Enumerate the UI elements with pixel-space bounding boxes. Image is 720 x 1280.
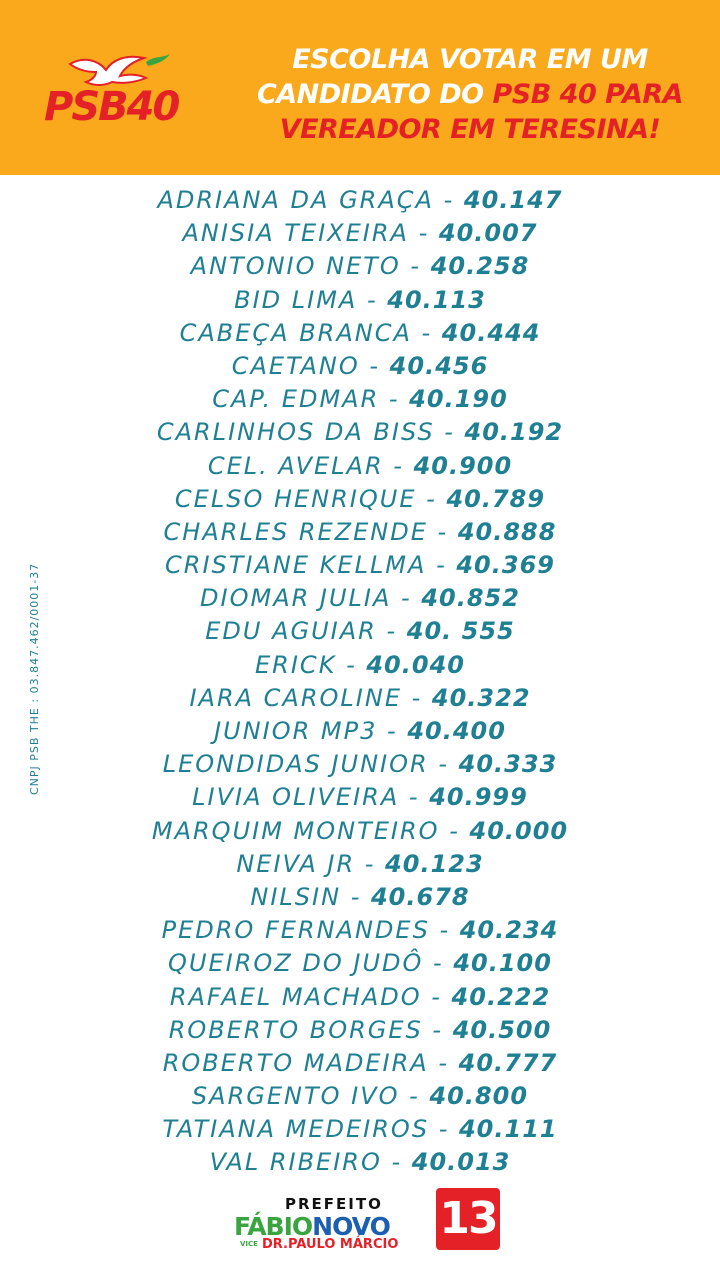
candidate-name: NEIVA JR [236, 849, 356, 878]
candidate-name: RAFAEL MACHADO [169, 982, 422, 1011]
candidate-name: ERICK [255, 650, 337, 679]
candidate-item [80, 284, 640, 317]
candidate-name: ADRIANA DA GRAÇA [157, 186, 434, 214]
separator: - [426, 551, 457, 580]
candidate-number: 40.222 [451, 982, 551, 1011]
candidate-list [80, 184, 640, 1180]
candidate-name: CABEÇA BRANCA [179, 318, 412, 347]
header-banner [0, 0, 720, 175]
candidate-name: LIVIA OLIVEIRA [192, 783, 400, 812]
candidate-name: CARLINHOS DA BISS [156, 418, 435, 447]
candidate-name: NILSIN [250, 882, 342, 911]
candidate-name: LEONDIDAS JUNIOR [162, 750, 429, 779]
separator: - [376, 617, 407, 646]
separator: - [422, 1015, 453, 1044]
candidate-name: DIOMAR JULIA [200, 584, 392, 613]
candidate-first-name: FÁBIO [234, 1212, 313, 1241]
candidate-number: 40.852 [421, 584, 520, 613]
headline-line2-red: PSB 40 PARA [492, 79, 684, 110]
headline-line1: ESCOLHA VOTAR EM UM [292, 44, 648, 75]
separator: - [383, 451, 414, 480]
candidate-number: 40.444 [441, 318, 541, 347]
candidate-name: VAL RIBEIRO [209, 1148, 382, 1177]
candidate-item [80, 848, 640, 881]
separator: - [391, 584, 422, 613]
candidate-item [80, 1047, 640, 1080]
candidate-item [80, 947, 640, 980]
candidate-number: 40.192 [464, 418, 564, 447]
candidate-number: 40.999 [429, 783, 528, 812]
candidate-name: ANTONIO NETO [190, 252, 401, 281]
headline-line3: VEREADOR EM TERESINA! [279, 114, 661, 145]
candidate-item [80, 1014, 640, 1047]
candidate-item [80, 217, 640, 250]
candidate-item [80, 516, 640, 549]
candidate-number: 40. 555 [406, 617, 515, 646]
candidate-number: 40.800 [429, 1082, 529, 1111]
separator: - [381, 1148, 412, 1177]
candidate-item [80, 416, 640, 449]
candidate-name: BID LIMA [234, 285, 358, 314]
vice-label: VICE [240, 1240, 258, 1248]
candidate-item [80, 483, 640, 516]
separator: - [401, 683, 432, 712]
candidate-item [80, 1113, 640, 1146]
separator: - [421, 982, 452, 1011]
psb-logo [38, 50, 188, 140]
candidate-name: CELSO HENRIQUE [174, 484, 417, 513]
candidate-name: EDU AGUIAR [205, 617, 377, 646]
candidate-number: 40.678 [370, 882, 470, 911]
candidate-name: SARGENTO IVO [191, 1082, 400, 1111]
separator: - [399, 783, 430, 812]
candidate-name: CRISTIANE KELLMA [165, 551, 427, 580]
candidate-number: 40.190 [409, 385, 508, 414]
candidate-item [80, 781, 640, 814]
candidate-number: 40.113 [387, 285, 486, 314]
footer-logo [230, 1186, 520, 1256]
candidate-item [80, 549, 640, 582]
candidate-number: 40.900 [413, 451, 513, 480]
candidate-name: CHARLES REZENDE [163, 517, 428, 546]
headline-line2-white: CANDIDATO DO [256, 79, 493, 110]
separator: - [429, 916, 460, 945]
separator: - [379, 385, 410, 414]
candidate-name: PEDRO FERNANDES [161, 916, 430, 945]
cnpj-text: CNPJ PSB THE : 03.847.462/0001-37 [28, 562, 41, 795]
candidate-number: 40.500 [452, 1015, 552, 1044]
candidate-name: QUEIROZ DO JUDÔ [168, 949, 424, 978]
separator: - [423, 949, 454, 978]
candidate-name: ROBERTO MADEIRA [162, 1048, 429, 1077]
separator: - [428, 1048, 459, 1077]
candidate-name: ANISIA TEIXEIRA [182, 219, 409, 248]
candidate-number: 40.000 [469, 816, 569, 845]
candidate-item [80, 184, 640, 217]
separator: - [355, 849, 386, 878]
candidate-name: JUNIOR MP3 [214, 717, 378, 745]
vice-name: DR.PAULO MÁRCIO [262, 1237, 399, 1252]
candidate-item [80, 615, 640, 648]
candidate-number: 40.777 [458, 1048, 558, 1077]
candidate-item [80, 350, 640, 383]
candidate-item [80, 914, 640, 947]
separator: - [400, 252, 431, 281]
separator: - [399, 1082, 430, 1111]
candidate-item [80, 649, 640, 682]
separator: - [433, 186, 464, 214]
separator: - [336, 650, 367, 679]
ballot-number-badge: 13 [436, 1188, 500, 1250]
separator: - [439, 816, 470, 845]
candidate-name: CAP. EDMAR [212, 385, 380, 414]
separator: - [427, 517, 458, 546]
candidate-item [80, 682, 640, 715]
candidate-item [80, 1146, 640, 1179]
candidate-number: 40.456 [389, 351, 489, 380]
separator: - [429, 1115, 459, 1144]
separator: - [411, 318, 442, 347]
separator: - [357, 285, 388, 314]
candidate-number: 40.333 [458, 750, 558, 779]
headline-line2 [240, 77, 700, 112]
candidate-number: 40.322 [431, 683, 531, 712]
separator: - [377, 717, 408, 745]
candidate-item [80, 815, 640, 848]
candidate-item [80, 383, 640, 416]
separator: - [428, 750, 459, 779]
candidate-number: 40.040 [366, 650, 465, 679]
logo-text: PSB40 [44, 84, 179, 130]
candidate-name: IARA CAROLINE [189, 683, 402, 712]
candidate-item [80, 582, 640, 615]
candidate-item [80, 450, 640, 483]
candidate-number: 40.369 [456, 551, 555, 580]
candidate-number: 40.234 [459, 916, 559, 945]
candidate-number: 40.111 [458, 1115, 558, 1144]
candidate-name: TATIANA MEDEIROS [162, 1115, 430, 1144]
candidate-number: 40.888 [457, 517, 557, 546]
candidate-number: 40.007 [438, 219, 538, 248]
separator: - [408, 219, 439, 248]
candidate-name: CAETANO [231, 351, 360, 380]
candidate-last-name: NOVO [312, 1212, 390, 1241]
candidate-number: 40.789 [446, 484, 546, 513]
candidate-name: CEL. AVELAR [207, 451, 384, 480]
separator: - [434, 418, 465, 447]
candidate-name: ROBERTO BORGES [168, 1015, 423, 1044]
candidate-item [80, 748, 640, 781]
candidate-item [80, 715, 640, 748]
candidate-item [80, 317, 640, 350]
candidate-number: 40.258 [430, 252, 530, 281]
candidate-name: MARQUIM MONTEIRO [151, 816, 440, 845]
candidate-item [80, 881, 640, 914]
separator: - [341, 882, 371, 911]
prefeito-label: PREFEITO [285, 1195, 383, 1213]
candidate-item [80, 250, 640, 283]
separator: - [416, 484, 447, 513]
candidate-number: 40.100 [453, 949, 552, 978]
candidate-number: 40.013 [411, 1148, 511, 1177]
candidate-number: 40.147 [463, 186, 563, 214]
separator: - [359, 351, 390, 380]
candidate-item [80, 1080, 640, 1113]
candidate-item [80, 981, 640, 1014]
headline [240, 42, 700, 147]
candidate-number: 40.400 [407, 717, 506, 745]
candidate-number: 40.123 [385, 849, 484, 878]
